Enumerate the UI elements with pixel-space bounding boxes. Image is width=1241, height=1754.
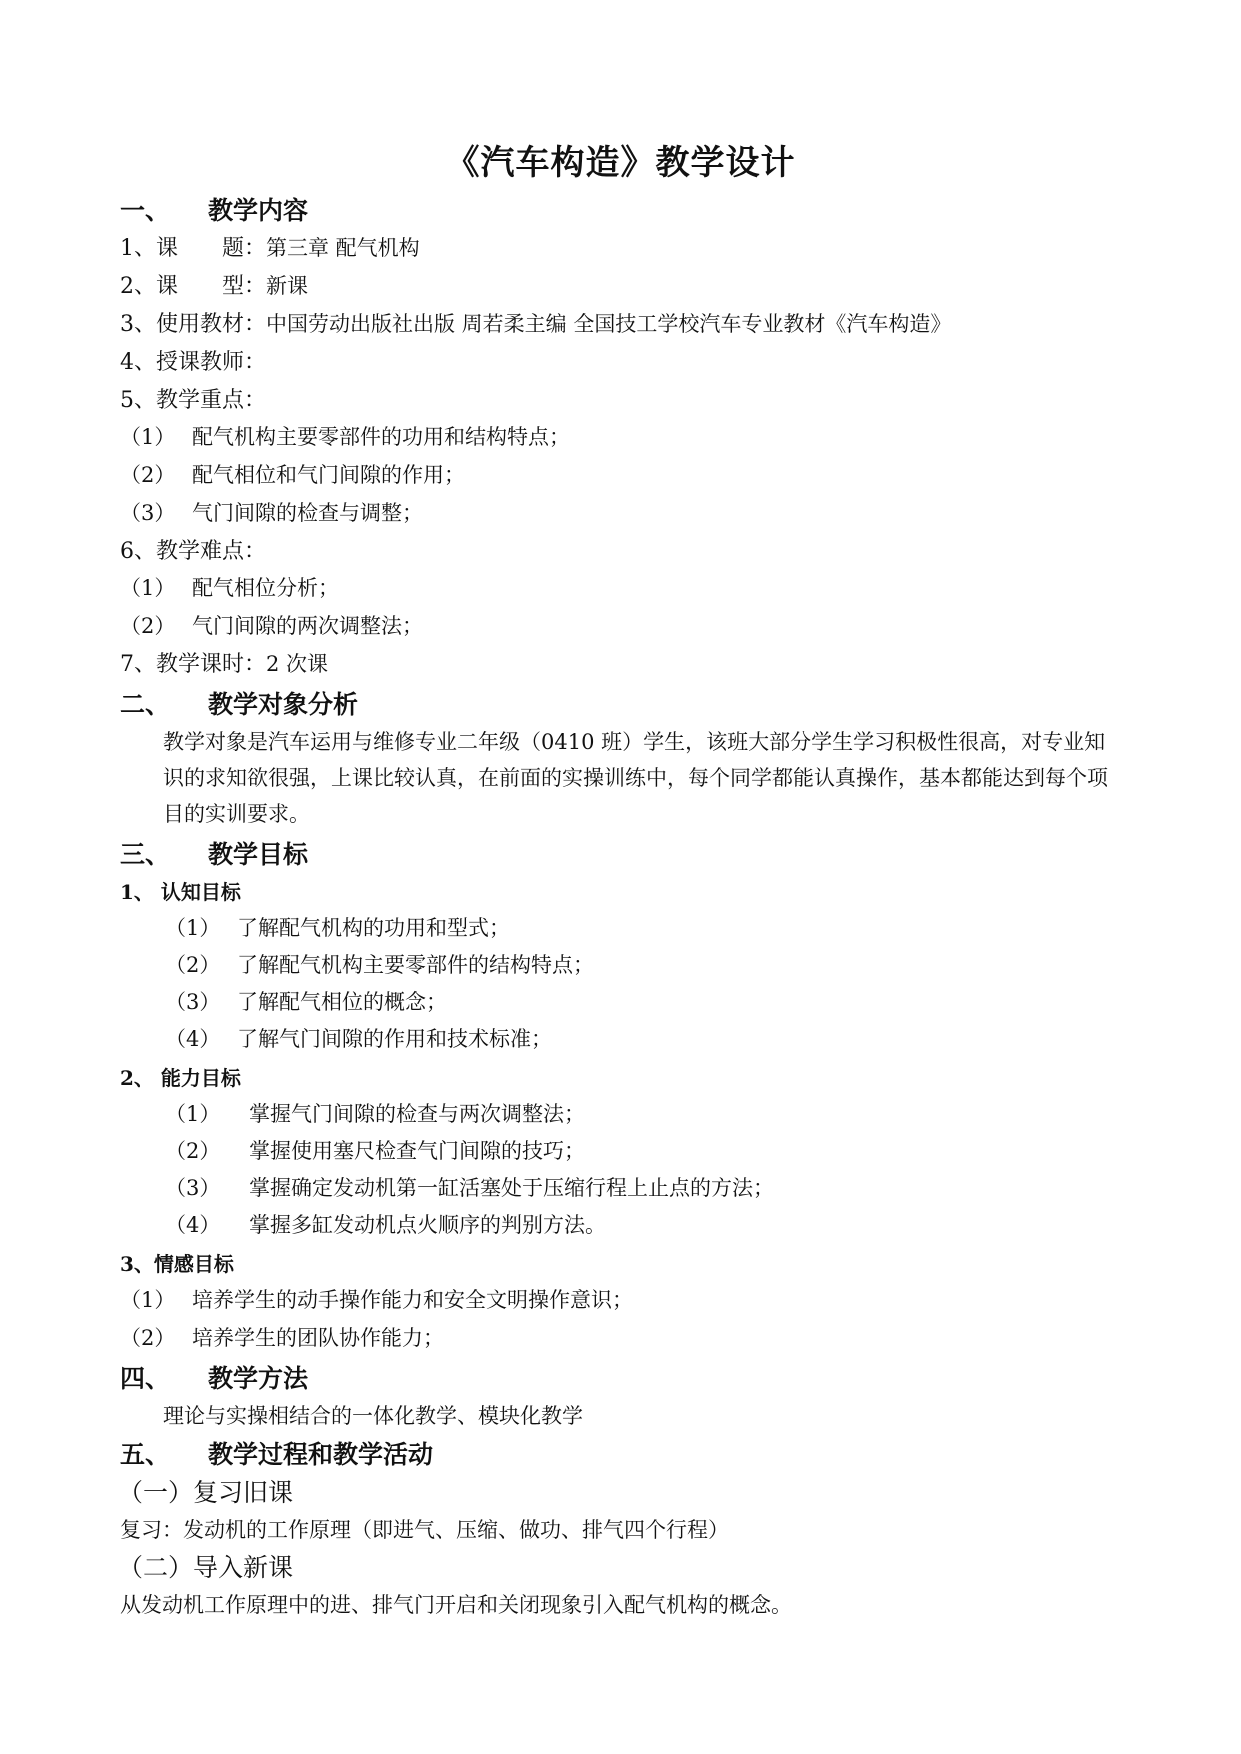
section-title: 教学对象分析 bbox=[208, 690, 359, 719]
list-item bbox=[120, 578, 339, 599]
section-number: 三、 bbox=[120, 840, 171, 869]
item-number: （2） bbox=[120, 1326, 176, 1350]
item-number: （3） bbox=[165, 1176, 221, 1200]
section-heading-4 bbox=[120, 1366, 308, 1391]
item-number: （4） bbox=[165, 1027, 221, 1051]
document-title: 《汽车构造》教学设计 bbox=[445, 143, 796, 183]
item-number: （3） bbox=[120, 501, 176, 525]
info-label: 4、授课教师： bbox=[120, 350, 266, 375]
list-item bbox=[120, 427, 570, 448]
section-heading-5 bbox=[120, 1442, 433, 1467]
info-row-textbook bbox=[120, 314, 951, 336]
item-number: （1） bbox=[120, 576, 176, 600]
item-number: （2） bbox=[165, 1139, 221, 1163]
list-item bbox=[165, 1104, 585, 1125]
info-label: 5、教学重点： bbox=[120, 388, 266, 413]
section-heading-2 bbox=[120, 692, 358, 717]
info-row-topic bbox=[120, 238, 420, 260]
item-number: （2） bbox=[120, 614, 176, 638]
list-item bbox=[165, 992, 447, 1013]
list-item bbox=[165, 1029, 552, 1050]
section-number: 四、 bbox=[120, 1364, 171, 1393]
list-item bbox=[165, 955, 594, 976]
info-label: 7、教学课时： bbox=[120, 652, 266, 677]
list-item bbox=[120, 465, 465, 486]
info-row-hours bbox=[120, 654, 328, 676]
subsection-label: 2、 能力目标 bbox=[120, 1066, 241, 1090]
section-number: 一、 bbox=[120, 196, 171, 225]
subsection-heading: （一）复习旧课 bbox=[118, 1478, 294, 1507]
item-text: 了解配气机构主要零部件的结构特点； bbox=[237, 953, 594, 977]
item-text: 配气机构主要零部件的功用和结构特点； bbox=[192, 425, 570, 449]
list-item bbox=[165, 1141, 585, 1162]
info-row-key-points bbox=[120, 390, 266, 412]
item-text: 了解配气相位的概念； bbox=[237, 990, 447, 1014]
section-heading-1 bbox=[120, 198, 308, 223]
section-text: 从发动机工作原理中的进、排气门开启和关闭现象引入配气机构的概念。 bbox=[120, 1593, 792, 1617]
info-row-difficult bbox=[120, 541, 266, 563]
info-value: 2 次课 bbox=[266, 652, 329, 676]
item-number: （1） bbox=[120, 425, 176, 449]
info-label: 6、教学难点： bbox=[120, 539, 266, 564]
item-text: 了解气门间隙的作用和技术标准； bbox=[237, 1027, 552, 1051]
item-text: 掌握确定发动机第一缸活塞处于压缩行程上止点的方法； bbox=[249, 1176, 774, 1200]
section-paragraph: 教学对象是汽车运用与维修专业二年级（0410 班）学生，该班大部分学生学习积极性很高，对专业知识的求知欲很强，上课比较认真，在前面的实操训练中，每个同学都能认真操作，基本都能达到每个项目的实训要求。 bbox=[163, 730, 1108, 826]
section-number: 五、 bbox=[120, 1440, 171, 1469]
section-title: 教学方法 bbox=[208, 1364, 309, 1393]
section-title: 教学过程和教学活动 bbox=[208, 1440, 434, 1469]
item-text: 掌握使用塞尺检查气门间隙的技巧； bbox=[249, 1139, 585, 1163]
info-value: 第三章 配气机构 bbox=[266, 236, 420, 260]
list-item bbox=[165, 1178, 774, 1199]
list-item bbox=[165, 1215, 606, 1236]
item-text: 掌握气门间隙的检查与两次调整法； bbox=[249, 1102, 585, 1126]
item-number: （1） bbox=[165, 916, 221, 940]
item-text: 了解配气机构的功用和型式； bbox=[237, 916, 510, 940]
section-text: 复习：发动机的工作原理（即进气、压缩、做功、排气四个行程） bbox=[120, 1518, 729, 1542]
item-text: 配气相位和气门间隙的作用； bbox=[192, 463, 465, 487]
item-text: 培养学生的团队协作能力； bbox=[192, 1326, 444, 1350]
section-number: 二、 bbox=[120, 690, 171, 719]
section-text: 理论与实操相结合的一体化教学、模块化教学 bbox=[163, 1404, 583, 1428]
info-row-type bbox=[120, 276, 308, 298]
subsection-label: 1、 认知目标 bbox=[120, 880, 241, 904]
list-item bbox=[120, 1290, 633, 1311]
info-value: 新课 bbox=[266, 274, 308, 298]
item-number: （1） bbox=[120, 1288, 176, 1312]
info-value: 中国劳动出版社出版 周若柔主编 全国技工学校汽车专业教材《汽车构造》 bbox=[266, 312, 952, 336]
info-label: 2、课 型： bbox=[120, 274, 266, 299]
item-text: 气门间隙的检查与调整； bbox=[192, 501, 423, 525]
list-item bbox=[165, 918, 510, 939]
item-number: （4） bbox=[165, 1213, 221, 1237]
list-item bbox=[120, 616, 423, 637]
info-label: 3、使用教材： bbox=[120, 312, 266, 337]
subsection-label: 3、情感目标 bbox=[120, 1252, 234, 1276]
info-label: 1、课 题： bbox=[120, 236, 266, 261]
item-text: 配气相位分析； bbox=[192, 576, 339, 600]
section-title: 教学内容 bbox=[208, 196, 309, 225]
section-title: 教学目标 bbox=[208, 840, 309, 869]
item-text: 掌握多缸发动机点火顺序的判别方法。 bbox=[249, 1213, 606, 1237]
list-item bbox=[120, 503, 423, 524]
item-number: （3） bbox=[165, 990, 221, 1014]
info-row-teacher bbox=[120, 352, 266, 374]
item-text: 气门间隙的两次调整法； bbox=[192, 614, 423, 638]
item-number: （1） bbox=[165, 1102, 221, 1126]
item-number: （2） bbox=[120, 463, 176, 487]
list-item bbox=[120, 1328, 444, 1349]
item-number: （2） bbox=[165, 953, 221, 977]
item-text: 培养学生的动手操作能力和安全文明操作意识； bbox=[192, 1288, 633, 1312]
subsection-heading: （二）导入新课 bbox=[118, 1553, 294, 1582]
section-heading-3 bbox=[120, 842, 308, 867]
